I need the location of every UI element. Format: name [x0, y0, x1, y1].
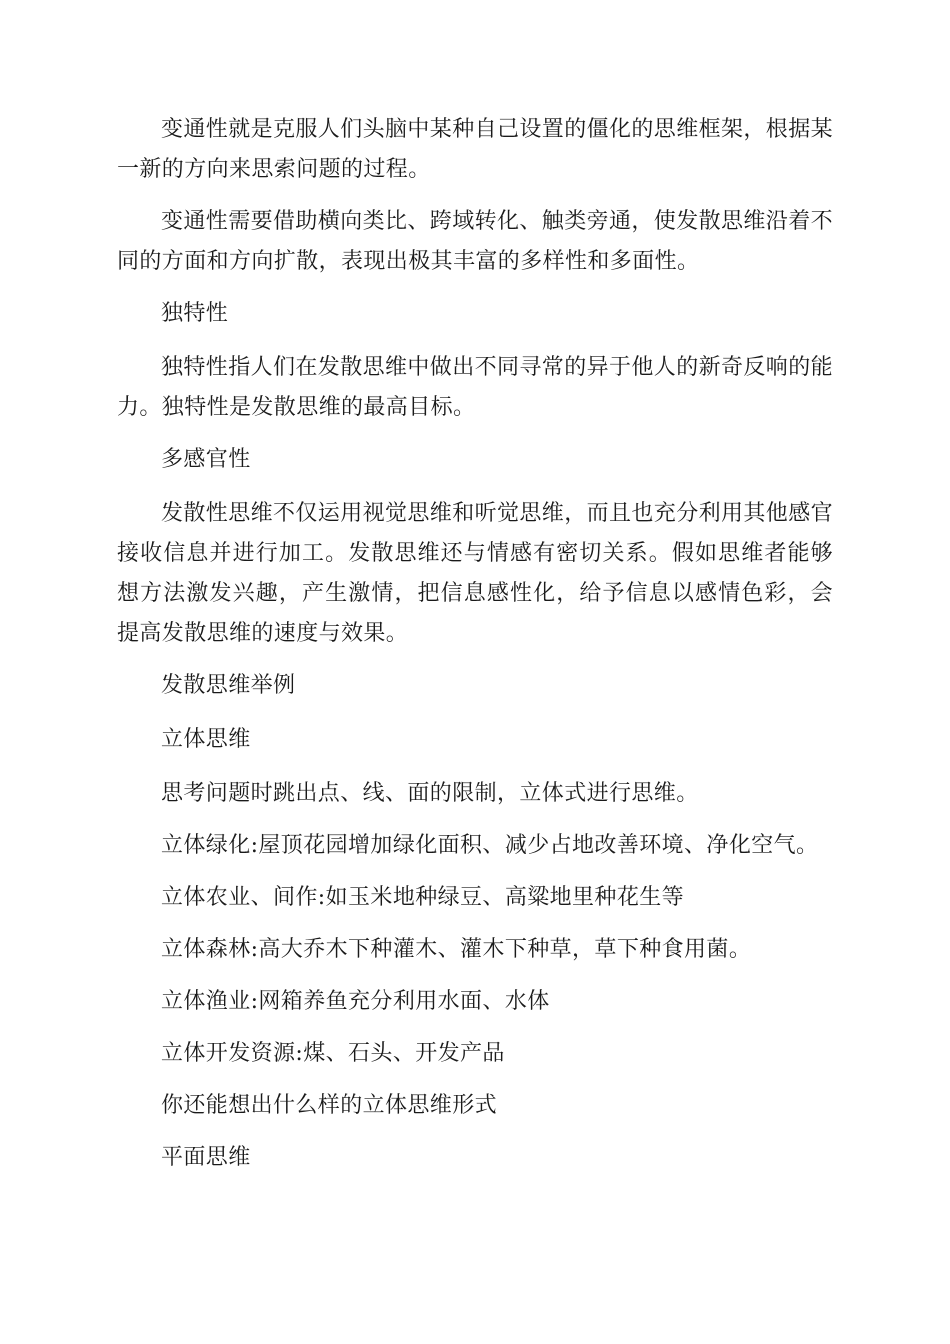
- question-3d-forms: 你还能想出什么样的立体思维形式: [161, 1093, 498, 1118]
- heading-3d-thinking: 立体思维: [161, 727, 251, 752]
- example-3d-resources: 立体开发资源:煤、石头、开发产品: [161, 1041, 505, 1066]
- paragraph-3d-thinking: 思考问题时跳出点、线、面的限制，立体式进行思维。: [161, 781, 699, 806]
- heading-divergent-examples: 发散思维举例: [161, 673, 296, 698]
- heading-multisensory: 多感官性: [161, 447, 251, 472]
- heading-planar-thinking: 平面思维: [161, 1145, 251, 1170]
- example-3d-forest: 立体森林:高大乔木下种灌木、灌木下种草，草下种食用菌。: [161, 937, 752, 962]
- example-3d-agriculture: 立体农业、间作:如玉米地种绿豆、高粱地里种花生等: [161, 885, 685, 910]
- paragraph-multisensory: 发散性思维不仅运用视觉思维和听觉思维，而且也充分利用其他感官接收信息并进行加工。发散思维还与情感有密切关系。假如思维者能够想方法激发兴趣，产生激情，把信息感性化，给予信息以感情色彩，会提高发散思维的速度与效果。: [117, 501, 834, 646]
- example-3d-fishery: 立体渔业:网箱养鱼充分利用水面、水体: [161, 989, 550, 1014]
- example-3d-greening: 立体绿化:屋顶花园增加绿化面积、减少占地改善环境、净化空气。: [161, 833, 819, 858]
- paragraph-flexibility-method: 变通性需要借助横向类比、跨域转化、触类旁通，使发散思维沿着不同的方面和方向扩散，表现出极其丰富的多样性和多面性。: [117, 209, 834, 274]
- document-body: [117, 110, 833, 1192]
- paragraph-uniqueness: 独特性指人们在发散思维中做出不同寻常的异于他人的新奇反响的能力。独特性是发散思维的最高目标。: [117, 355, 834, 420]
- heading-uniqueness: 独特性: [161, 301, 229, 326]
- paragraph-flexibility-definition: 变通性就是克服人们头脑中某种自己设置的僵化的思维框架，根据某一新的方向来思索问题的过程。: [117, 117, 834, 182]
